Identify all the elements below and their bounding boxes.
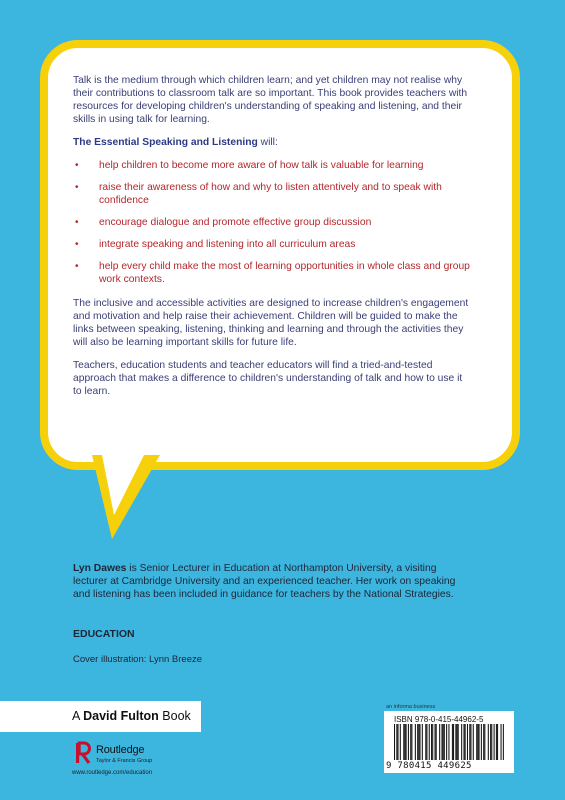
book-title: The Essential Speaking and Listening: [73, 137, 258, 148]
blurb-paragraph-2: The inclusive and accessible activities are designed to increase children's engagement and motivation and help raise their achievement. Children will be guided to make the links between speaking, listening, thinking and learning and through the activities they will also be learning important skills for future life.: [73, 298, 469, 348]
list-item: • help every child make the most of learning opportunities in whole class and group work contexts.: [75, 261, 470, 285]
author-bio-text: is Senior Lecturer in Education at Northampton University, a visiting lecturer at Cambridge University and an experienced teacher. Her work on speaking and listening has been included in guidance for teachers by the National Strategies.: [73, 563, 456, 600]
barcode-icon: [394, 724, 504, 760]
list-item: • raise their awareness of how and why to listen attentively and to speak with confidence: [75, 182, 442, 206]
bullet-icon: •: [75, 239, 79, 250]
list-item: • encourage dialogue and promote effective group discussion: [75, 217, 372, 228]
barcode-digits: 9 780415 449625: [386, 761, 472, 771]
cover-illustration-credit: Cover illustration: Lynn Breeze: [73, 654, 203, 665]
blurb-paragraph-3: Teachers, education students and teacher educators will find a tried-and-tested approach that makes a difference to children's understanding of talk and how to use it to learn.: [73, 360, 463, 397]
list-item: • integrate speaking and listening into all curriculum areas: [75, 239, 356, 250]
parent-company: an informa business: [386, 704, 436, 710]
imprint-name: David Fulton: [83, 709, 159, 723]
publisher-name: Routledge: [96, 744, 145, 756]
bullet-icon: •: [75, 217, 79, 228]
benefits-list: [73, 159, 473, 286]
heading-suffix: will:: [257, 137, 278, 148]
bullet-icon: •: [75, 182, 79, 193]
blurb: [73, 74, 473, 408]
bullet-icon: •: [75, 261, 79, 272]
imprint-banner: A David Fulton Book: [0, 701, 201, 732]
barcode-panel: [384, 711, 514, 773]
publisher-tagline: Taylor & Francis Group: [96, 758, 153, 764]
author-bio: [73, 562, 473, 601]
publisher-url[interactable]: www.routledge.com/education: [72, 770, 153, 776]
speech-bubble-tail: [88, 455, 168, 545]
blurb-list-heading: [73, 136, 473, 149]
blurb-intro: Talk is the medium through which children learn; and yet children may not realise why their contributions to classroom talk are so important. This book provides teachers with resources for developing children's understanding of speaking and listening, and their skills in using talk for learning.: [73, 75, 468, 125]
bullet-icon: •: [75, 160, 79, 171]
isbn-label: ISBN 978-0-415-44962-5: [394, 715, 484, 724]
subject-category: EDUCATION: [73, 628, 135, 640]
author-name: Lyn Dawes: [73, 563, 127, 574]
routledge-logo-icon: [74, 741, 92, 765]
list-item: • help children to become more aware of how talk is valuable for learning: [75, 160, 424, 171]
